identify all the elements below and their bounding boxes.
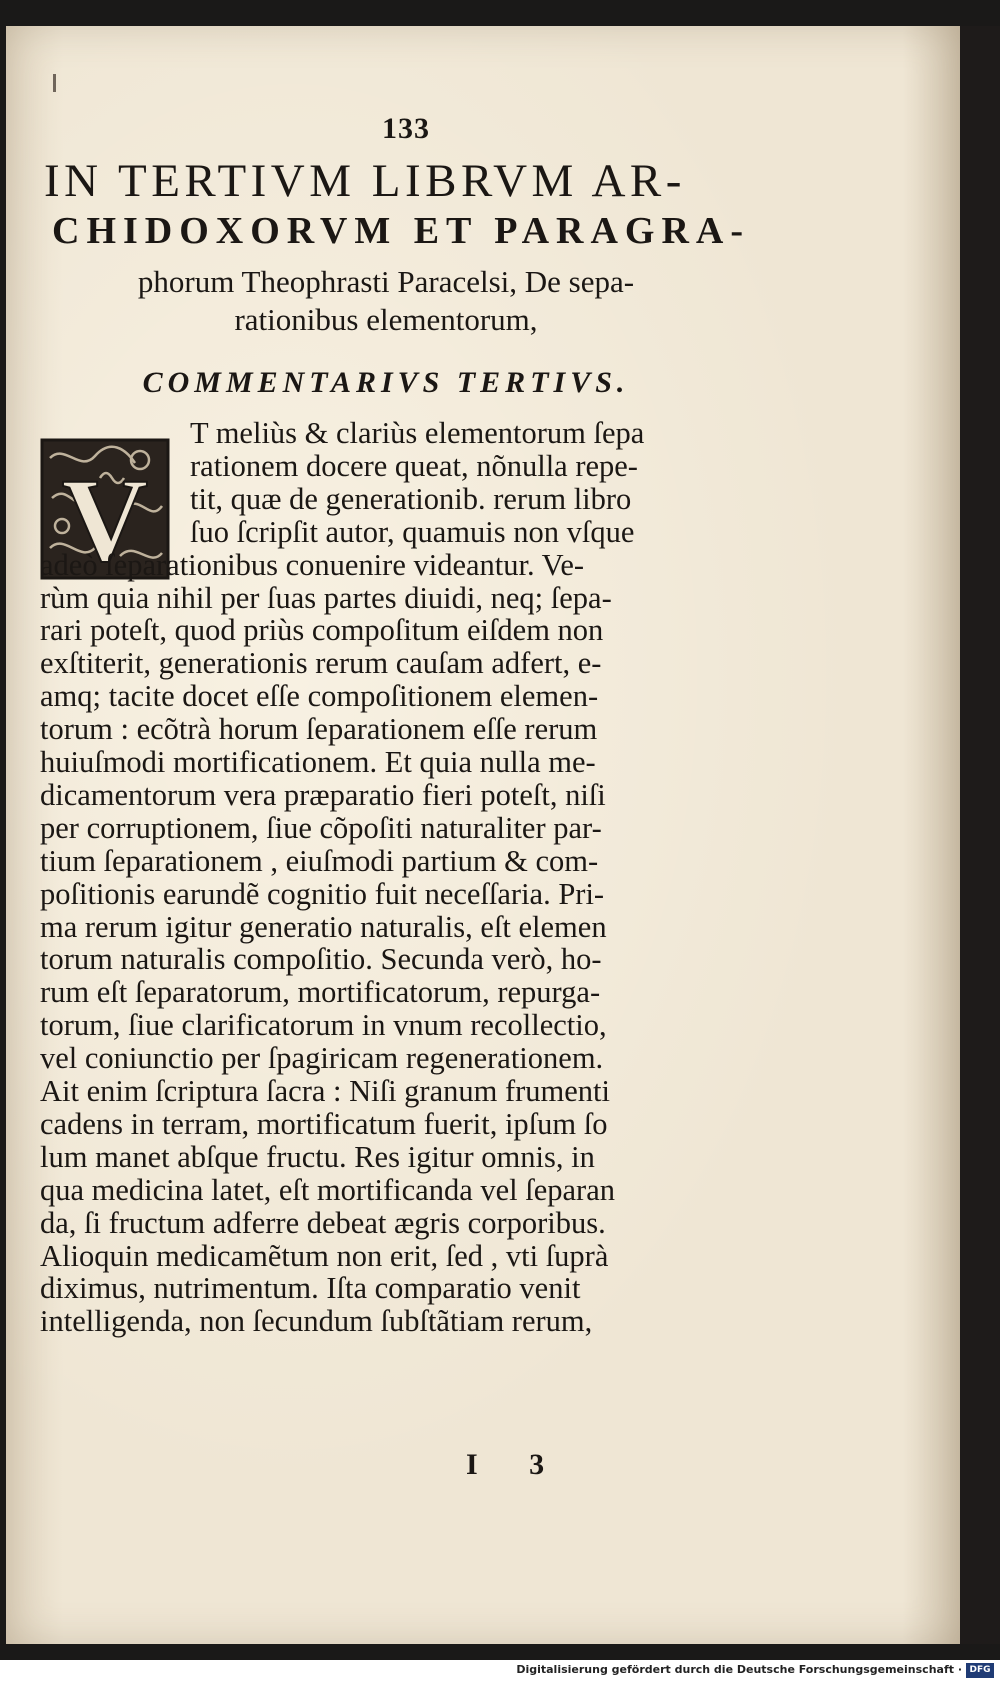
heading-line-1: IN TERTIVM LIBRVM AR- bbox=[44, 155, 686, 207]
heading-line-4: rationibus elementorum, bbox=[234, 302, 538, 337]
text-line: tium ſeparationem , eiuſmodi partium & com- bbox=[40, 843, 599, 878]
text-line: dicamentorum vera præparatio fieri poteſt, niſi bbox=[40, 777, 606, 812]
text-line: qua medicina latet, eſt mortificanda vel ſeparan bbox=[40, 1172, 616, 1207]
text-line: torum naturalis compoſitio. Secunda verò, ho- bbox=[40, 942, 602, 977]
body-text bbox=[6, 26, 960, 1644]
text-line: amq; tacite docet eſſe compoſitionem elemen- bbox=[40, 679, 599, 714]
text-line: diximus, nutrimentum. Iſta comparatio venit bbox=[40, 1271, 581, 1306]
heading-line-2: CHIDOXORVM ET PARAGRA- bbox=[52, 210, 751, 252]
text-line: poſitionis earundẽ cognitio fuit neceſſaria. Pri- bbox=[40, 876, 605, 911]
text-line: rum eſt ſeparatorum, mortificatorum, repurga- bbox=[40, 975, 601, 1010]
page-number: 133 bbox=[382, 112, 430, 145]
scan-edge bbox=[960, 26, 1000, 1644]
text-line: Ait enim ſcriptura ſacra : Niſi granum frumenti bbox=[40, 1074, 610, 1108]
funding-credit: Digitalisierung gefördert durch die Deutsche Forschungsgemeinschaft · bbox=[516, 1663, 962, 1676]
text-line: rari poteſt, quod priùs compoſitum eiſdem non bbox=[40, 613, 604, 648]
text-line: da, ſi fructum adferre debeat ægris corporibus. bbox=[40, 1205, 606, 1240]
book-page bbox=[6, 26, 960, 1644]
text-line: rùm quia nihil per ſuas partes diuidi, neq; ſepa- bbox=[40, 580, 612, 615]
text-line: per corruptionem, ſiue cõpoſiti naturaliter par- bbox=[40, 810, 602, 845]
text-line: Alioquin medicamẽtum non erit, ſed , vti ſuprà bbox=[40, 1238, 609, 1273]
text-line: intelligenda, non ſecundum ſubſtãtiam rerum, bbox=[40, 1304, 593, 1339]
text-line: torum, ſiue clarificatorum in vnum recollectio, bbox=[40, 1008, 607, 1043]
text-line: lum manet abſque fructu. Res igitur omnis, in bbox=[40, 1139, 595, 1174]
heading-line-3: phorum Theophrasti Paracelsi, De sepa- bbox=[137, 264, 635, 299]
text-line: adeò ſeparationibus conuenire videantur. Ve- bbox=[40, 547, 585, 582]
chapter-subtitle: COMMENTARIVS TERTIVS. bbox=[142, 366, 630, 399]
text-line: exſtiterit, generationis rerum cauſam adfert, e- bbox=[40, 646, 602, 681]
text-line: ma rerum igitur generatio naturalis, eſt elemen bbox=[40, 909, 607, 944]
text-line: vel coniunctio per ſpagiricam regenerationem. bbox=[40, 1041, 604, 1076]
text-line: torum : ecõtrà horum ſeparationem eſſe rerum bbox=[40, 712, 598, 747]
text-line: rationem docere queat, nõnulla repe- bbox=[190, 448, 638, 483]
text-line: cadens in terram, mortificatum fuerit, ipſum ſo bbox=[40, 1106, 608, 1141]
dfg-logo: DFG bbox=[966, 1663, 994, 1678]
text-line: tit, quæ de generationib. rerum libro bbox=[190, 481, 632, 516]
signature-mark: I 3 bbox=[466, 1448, 567, 1481]
text-line: ſuo ſcripſit autor, quamuis non vſque bbox=[190, 514, 635, 549]
text-line: T meliùs & clariùs elementorum ſepa bbox=[190, 416, 645, 450]
footer-bar bbox=[0, 1660, 1000, 1683]
text-line: huiuſmodi mortificationem. Et quia nulla me- bbox=[40, 745, 596, 779]
initial-letter: V bbox=[61, 453, 149, 580]
